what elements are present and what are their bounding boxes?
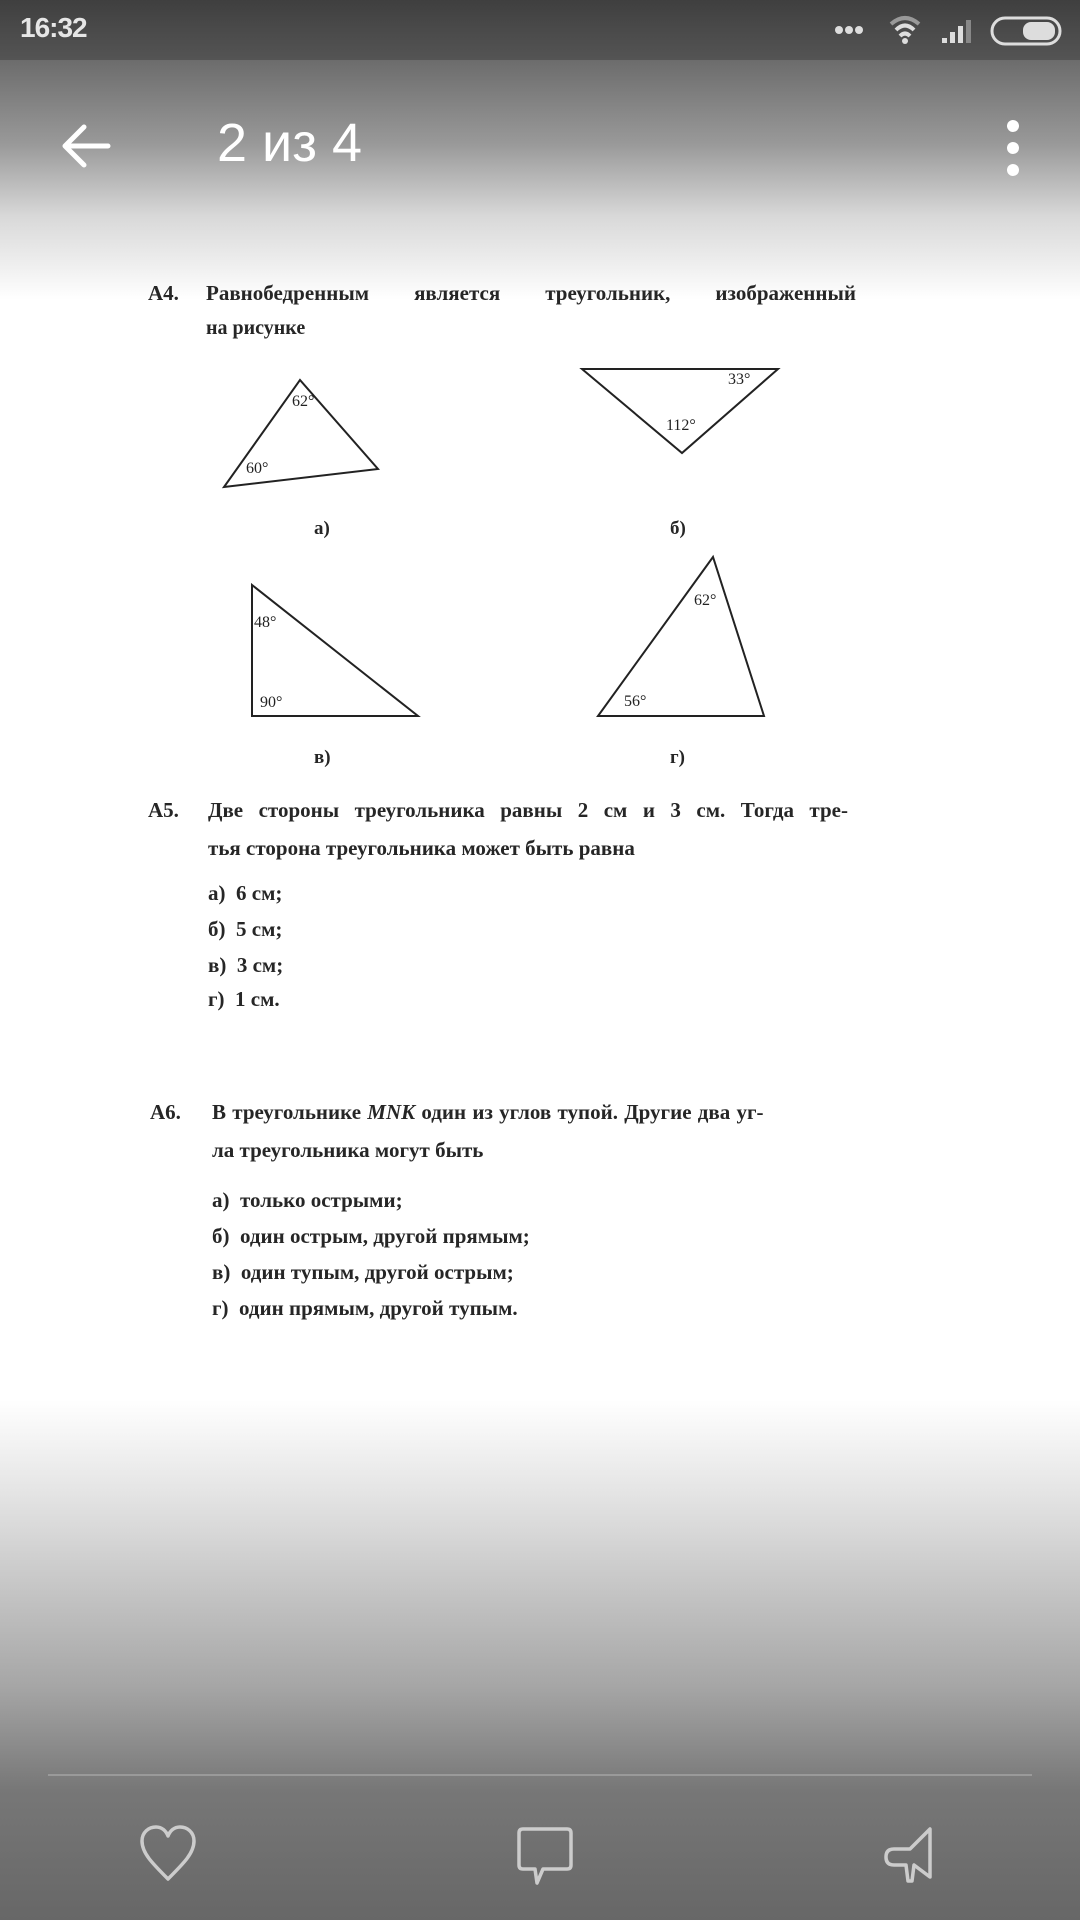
question-a5-line2: тья сторона треугольника может быть равна [208,836,635,860]
status-time: 16:32 [20,12,87,43]
question-a5-line1: Две стороны треугольника равны 2 см и 3 см. Тогда тре- [208,798,848,822]
answer-option: б) один острым, другой прямым; [212,1224,530,1248]
figure-label-g: г) [670,747,685,768]
heart-icon[interactable] [136,1823,200,1887]
angle-label: 62° [292,393,315,410]
answer-option: а) только острыми; [212,1188,403,1212]
angle-label: 60° [246,460,269,477]
triangle-figures [0,0,1080,800]
question-number-a6: А6. [150,1100,181,1124]
answer-option: а) 6 см; [208,881,283,905]
triangle-name: MNK [367,1100,416,1124]
figure-label-v: в) [314,747,331,768]
question-a6-line1 [212,1100,764,1125]
answer-option: г) 1 см. [208,987,280,1011]
angle-label: 90° [260,694,283,711]
answer-option: в) один тупым, другой острым; [212,1260,514,1284]
comment-icon[interactable] [513,1823,577,1887]
angle-label: 33° [728,371,751,388]
triangle-g [598,557,764,716]
answer-option: в) 3 см; [208,953,284,977]
question-number-a4: А4. [148,281,179,305]
question-text: В треугольнике [212,1100,362,1124]
angle-label: 112° [666,417,696,434]
angle-label: 48° [254,614,277,631]
megaphone-icon[interactable] [874,1823,938,1887]
answer-option: г) один прямым, другой тупым. [212,1296,518,1320]
page-counter-title: 2 из 4 [217,113,362,173]
figure-label-a: а) [314,518,330,539]
question-a6-line2: ла треугольника могут быть [212,1138,484,1162]
divider [48,1774,1032,1776]
question-a4-line2: на рисунке [206,317,306,339]
question-a4-line1: Равнобедренным является треугольник, изображенный [206,281,856,305]
angle-label: 56° [624,693,647,710]
answer-option: б) 5 см; [208,917,283,941]
figure-label-b: б) [670,518,686,539]
question-text: один из углов тупой. Другие два уг- [421,1100,764,1124]
angle-label: 62° [694,592,717,609]
question-number-a5: А5. [148,798,179,822]
